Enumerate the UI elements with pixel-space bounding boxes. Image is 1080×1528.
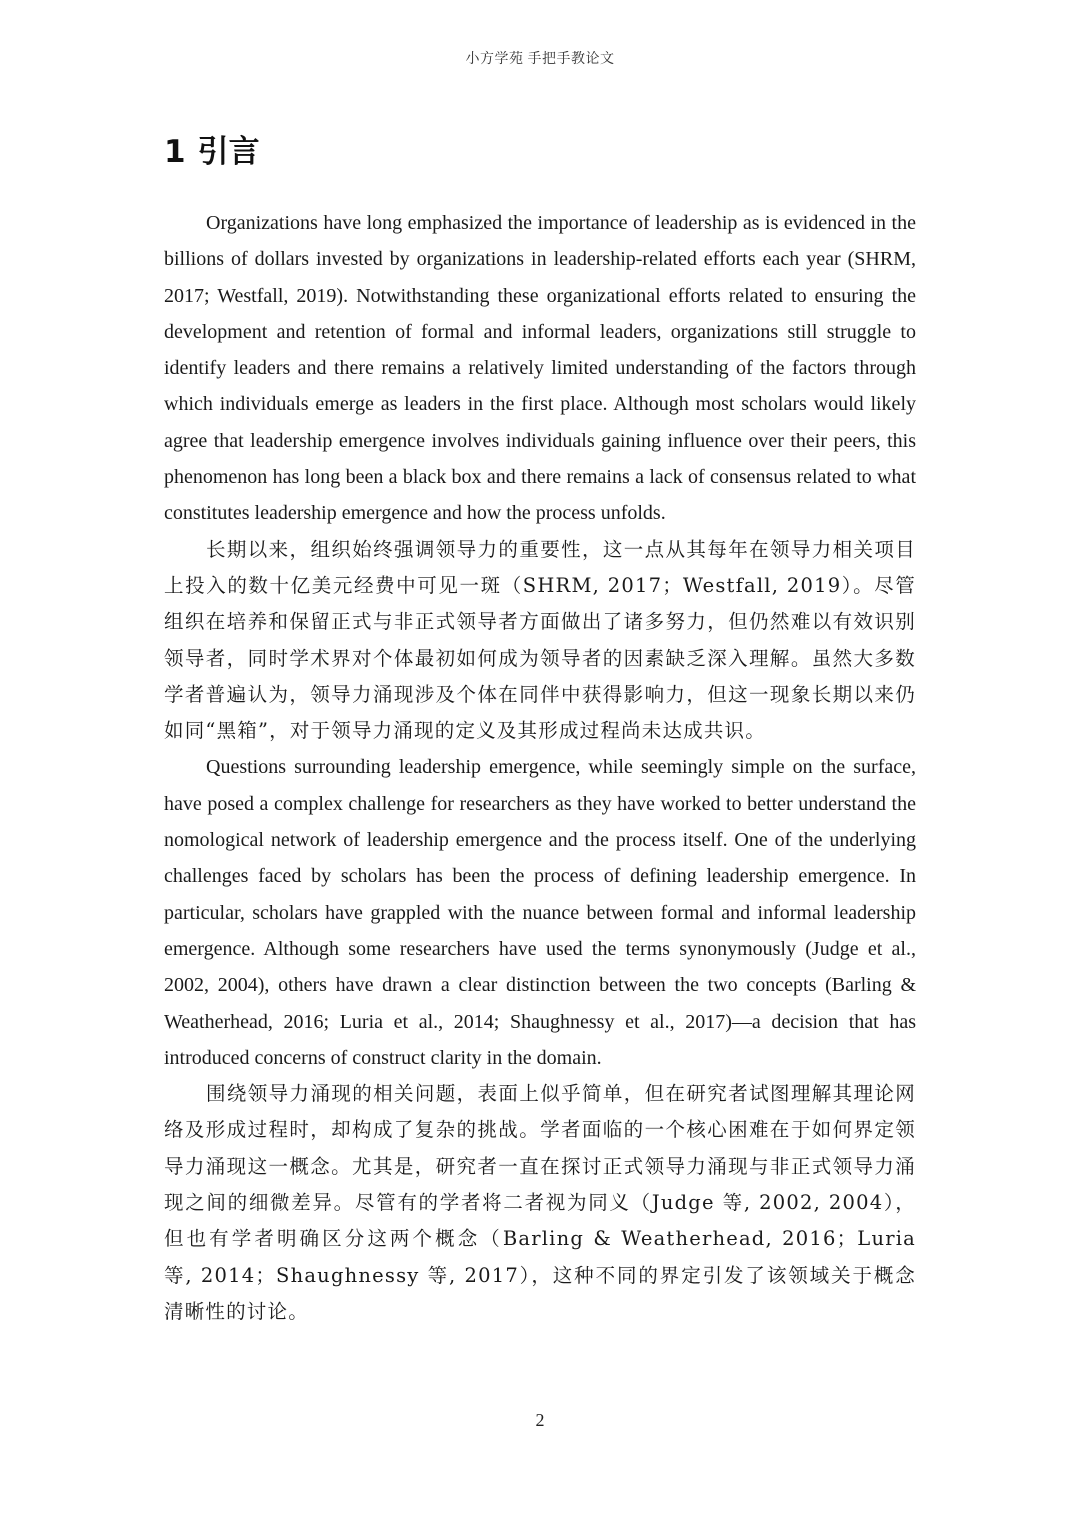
section-title — [164, 126, 260, 171]
paragraph-chinese-1: 长期以来，组织始终强调领导力的重要性，这一点从其每年在领导力相关项目上投入的数十亿美元经费中可见一斑（SHRM, 2017；Westfall, 2019）。尽管组织在培养和保留正式与非正式领导者方面做出了诸多努力，但仍然难以有效识别领导者，同时学术界对个体最初如何成为领导者的因素缺乏深入理解。虽然大多数学者普遍认为，领导力涌现涉及个体在同伴中获得影响力，但这一现象长期以来仍如同“黑箱”，对于领导力涌现的定义及其形成过程尚未达成共识。 — [164, 537, 916, 743]
paragraph-english-1: Organizations have long emphasized the importance of leadership as is evidenced in the billions of dollars invested by organizations in leadership-related efforts each year (SHRM, 2017; Westfall, 2019). Notwithstanding these organizational efforts related to ensuring the development and retention of formal and informal leaders, organizations still struggle to identify leaders and there remains a relatively limited understanding of the factors through which individuals emerge as leaders in the first place. Although most scholars would likely agree that leadership emergence involves individuals gaining influence over their peers, this phenomenon has long been a black box and there remains a lack of consensus related to what constitutes leadership emergence and how the process unfolds. — [164, 212, 916, 525]
body-text — [164, 205, 916, 1330]
paragraph-chinese-2: 围绕领导力涌现的相关问题，表面上似乎简单，但在研究者试图理解其理论网络及形成过程时，却构成了复杂的挑战。学者面临的一个核心困难在于如何界定领导力涌现这一概念。尤其是，研究者一直在探讨正式领导力涌现与非正式领导力涌现之间的细微差异。尽管有的学者将二者视为同义（Judge 等, 2002, 2004），但也有学者明确区分这两个概念（Barling & Weatherhead, 2016；Luria 等, 2014；Shaughnessy 等, 2017），这种不同的界定引发了该领域关于概念清晰性的讨论。 — [164, 1082, 916, 1323]
page-header: 小方学苑 手把手教论文 — [465, 52, 615, 67]
section-title-text: 引言 — [197, 134, 260, 170]
paragraph-english-2: Questions surrounding leadership emergence, while seemingly simple on the surface, have posed a complex challenge for researchers as they have worked to better understand the nomological network of leadership emergence and the process itself. One of the underlying challenges faced by scholars has been the process of defining leadership emergence. In particular, scholars have grappled with the nuance between formal and informal leadership emergence. Although some researchers have used the terms synonymously (Judge et al., 2002, 2004), others have drawn a clear distinction between the two concepts (Barling & Weatherhead, 2016; Luria et al., 2014; Shaughnessy et al., 2017)—a decision that has introduced concerns of construct clarity in the domain. — [164, 756, 916, 1069]
page-number: 2 — [535, 1410, 545, 1430]
section-number: 1 — [164, 134, 186, 170]
